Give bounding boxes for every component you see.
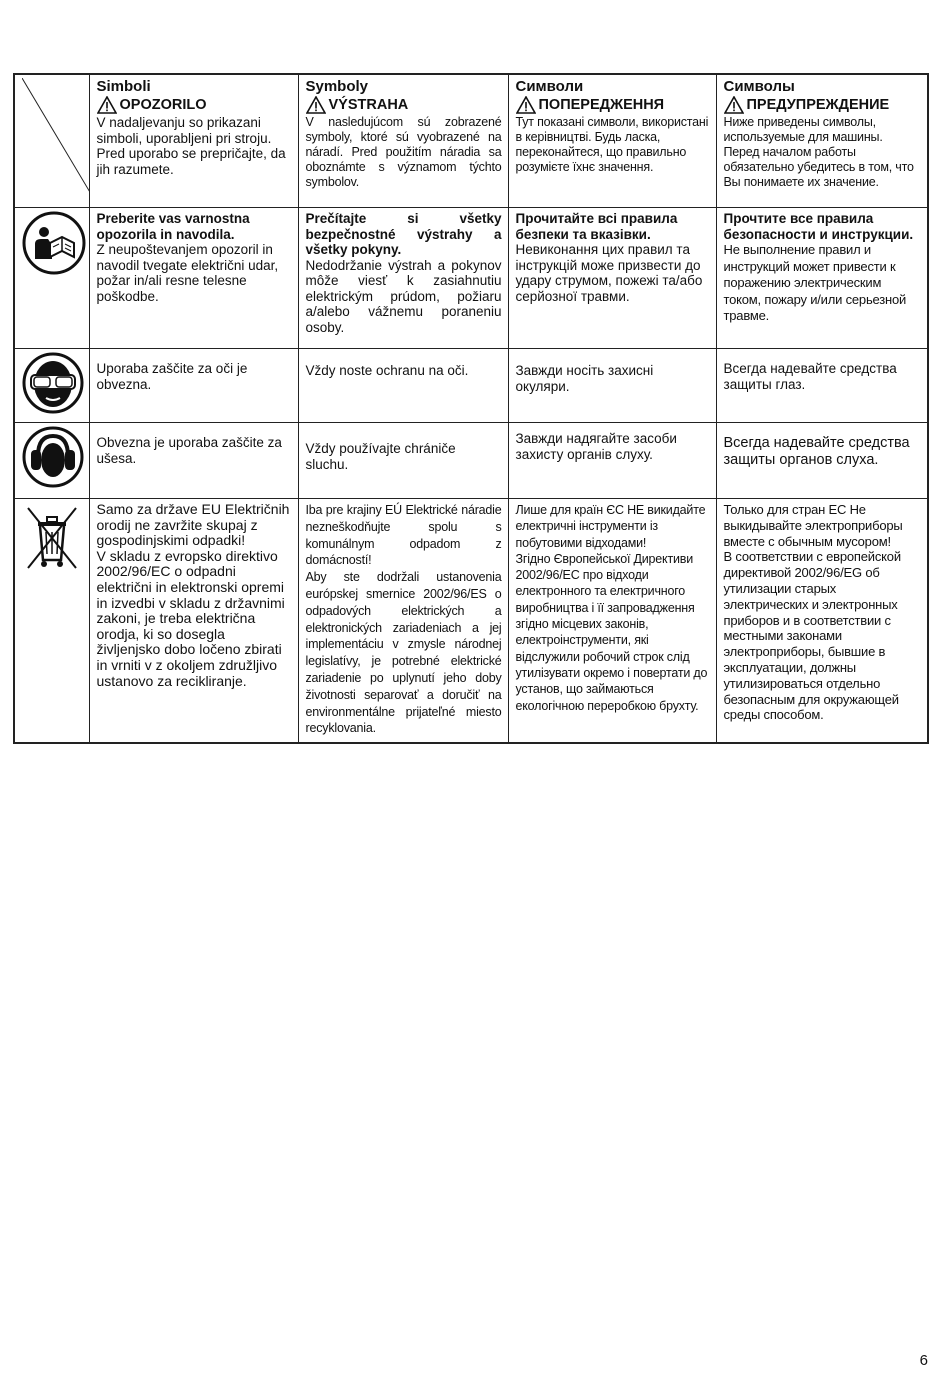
read-manual-text: Nedodržanie výstrah a pokynov môže viesť k zasiahnutiu elektrickým prúdom, požiaru a/alebo vážnemu poraneniu osoby. — [305, 257, 502, 335]
read-manual-bold: Прочтите все правила безопасности и инструкции. — [723, 211, 914, 242]
read-manual-bold: Прочитайте всі правила безпеки та вказівки. — [515, 211, 678, 242]
symbols-table — [13, 73, 929, 744]
crossed-bin-icon — [22, 502, 82, 574]
read-manual-text: Невиконання цих правил та інструкцій може призвести до удару струмом, пожежі та/або серйозної травми. — [515, 242, 703, 304]
warning-triangle-icon — [724, 96, 744, 114]
header-title: Symboly — [305, 78, 369, 95]
header-text: V nasledujúcom sú zobrazené symboly, ktoré sú vyobrazené na náradí. Pred použitím náradia sa oboznámte s významom týchto symbolov. — [305, 115, 502, 189]
warning-label: ПРЕДУПРЕЖДЕНИЕ — [746, 97, 890, 113]
warning-triangle-icon — [306, 96, 326, 114]
header-text: V nadaljevanju so prikazani simboli, uporabljeni pri stroju. Pred uporabo se prepričajte, da jih razumete. — [96, 115, 286, 177]
header-row — [14, 74, 928, 208]
weee-row — [14, 499, 928, 743]
read-manual-bold: Prečítajte si všetky bezpečnostné výstrahy a všetky pokyny. — [305, 211, 502, 257]
ear-protection-sk: Vždy používajte chrániče sluchu. — [298, 423, 508, 499]
header-title: Символи — [515, 78, 584, 95]
eye-protection-ru: Всегда надевайте средства защиты глаз. — [716, 349, 928, 423]
diagonal-cell — [14, 74, 89, 208]
header-uk — [508, 74, 716, 208]
page-number: 6 — [919, 1352, 928, 1369]
ear-protection-icon — [22, 426, 84, 488]
header-ru — [716, 74, 928, 208]
read-manual-text: Не выполнение правил и инструкций может привести к поражению электрическим током, пожару и/или серьезной травме. — [723, 242, 907, 323]
weee-intro: Iba pre krajiny EÚ Elektrické náradie nezneškodňujte spolu s komunálnym odpadom z domácností! — [305, 503, 502, 568]
read-manual-text: Z neupoštevanjem opozoril in navodil tvegate električni udar, požar in/ali resne telesne poškodbe. — [96, 242, 279, 304]
read-manual-icon — [22, 211, 86, 275]
weee-intro: Лише для країн ЄС НЕ викидайте електричні інструменти із побутовими відходами! — [515, 503, 706, 550]
warning-label: VÝSTRAHA — [328, 97, 409, 113]
ear-protection-uk: Завжди надягайте засоби захисту органів слуху. — [508, 423, 716, 499]
ear-protection-row — [14, 423, 928, 499]
weee-text: Aby ste dodržali ustanovenia európskej smernice 2002/96/ES o odpadových elektrických a elektronických zariadeniach a jej implementáciu v zmysle národnej legislatívy, je potrebné elektrické zariadenie po uplynutí jeho doby životnosti separovať a doručiť na environmentálne prijateľné miesto recyklovania. — [305, 570, 502, 736]
weee-intro: Samo za države EU Električnih orodij ne zavržite skupaj z gospodinjskimi odpadki! — [96, 501, 290, 549]
weee-text: В соответствии с европейской директивой 2002/96/EG об утилизации старых электрических и электронных приборов и в соответствии с местными законами электроприборы, бывшие в эксплуатации, должны утилизироваться отдельно безопасным для окружающей среды способом. — [723, 549, 901, 723]
eye-protection-row — [14, 349, 928, 423]
weee-text: Згідно Європейської Директиви 2002/96/ЕС про відходи електронного та електричного виробництва і її запровадження згідно місцевих законів, електроінструменти, які відслужили робочий строк слід утилізувати окремо і повертати до установ, що займаються екологічною переробкою брухту. — [515, 551, 708, 713]
read-manual-bold: Preberite vas varnostna opozorila in navodila. — [96, 211, 250, 242]
header-text: Тут показані символи, використані в керівництві. Будь ласка, переконайтеся, що правильно розумієте їхнє значення. — [515, 115, 709, 174]
warning-triangle-icon — [97, 96, 117, 114]
eye-protection-sk: Vždy noste ochranu na oči. — [298, 349, 508, 423]
ear-protection-sl: Obvezna je uporaba zaščite za ušesa. — [89, 423, 298, 499]
ear-protection-ru: Всегда надевайте средства защиты органов слуха. — [716, 423, 928, 499]
header-title: Simboli — [96, 78, 151, 95]
read-manual-row — [14, 208, 928, 349]
header-sl — [89, 74, 298, 208]
weee-intro: Только для стран ЕС Не выкидывайте электроприборы вместе с обычным мусором! — [723, 502, 903, 549]
warning-label: ПОПЕРЕДЖЕННЯ — [538, 97, 665, 113]
eye-protection-sl: Uporaba zaščite za oči je obvezna. — [89, 349, 298, 423]
header-sk — [298, 74, 508, 208]
eye-protection-uk: Завжди носіть захисні окуляри. — [508, 349, 716, 423]
warning-triangle-icon — [516, 96, 536, 114]
warning-label: OPOZORILO — [119, 97, 207, 113]
safety-glasses-icon — [22, 352, 84, 414]
header-text: Ниже приведены символы, используемые для машины. Перед началом работы обязательно убедитесь в том, что Вы понимаете их значение. — [723, 115, 914, 189]
diagonal-line — [22, 78, 89, 204]
header-title: Символы — [723, 78, 795, 95]
weee-text: V skladu z evropsko direktivo 2002/96/EC o odpadni električni in elektronski opremi in izvedbi v skladu z državnimi zakoni, je treba električna orodja, ki so dosegla življenjsko dobo ločeno zbirati in vrniti v z okoljem združljivo ustanovo za recikliranje. — [96, 547, 285, 689]
